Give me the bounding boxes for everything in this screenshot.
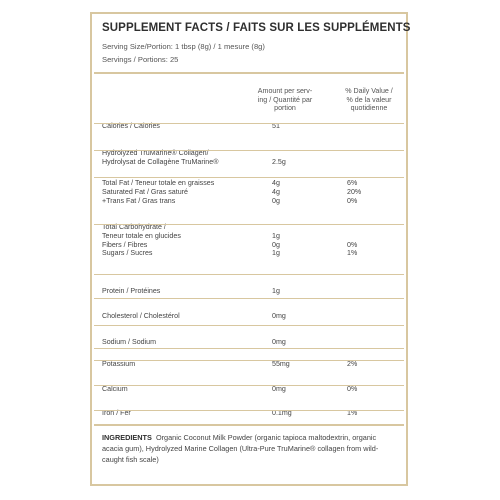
nutrient-amount: 1g	[272, 287, 280, 295]
nutrient-daily-value: 0%	[347, 196, 358, 205]
nutrient-amount: 1g	[272, 231, 280, 240]
ingredients-divider	[94, 424, 404, 426]
header-divider	[94, 72, 404, 74]
servings-per-container: Servings / Portions: 25	[102, 55, 179, 64]
nutrient-name: Calcium	[102, 385, 128, 393]
nutrient-daily-value: 2%	[347, 360, 358, 368]
nutrient-daily-value: 1%	[347, 409, 358, 417]
nutrient-daily-value: 6%	[347, 179, 358, 187]
serving-size: Serving Size/Portion: 1 tbsp (8g) / 1 mesure (8g)	[102, 42, 265, 51]
row-divider	[94, 360, 404, 361]
row-divider	[94, 385, 404, 386]
nutrient-name: Total Carbohydrate /	[102, 223, 166, 231]
nutrient-name: Cholesterol / Cholestérol	[102, 312, 180, 320]
nutrient-amount: 0g	[272, 196, 280, 205]
nutrient-amount: 2.5g	[272, 157, 286, 166]
nutrient-daily-value: 0%	[347, 385, 358, 393]
nutrient-name: Sugars / Sucres	[102, 249, 153, 258]
supplement-facts-panel	[90, 12, 411, 486]
row-divider	[94, 177, 404, 178]
row-divider	[94, 298, 404, 299]
nutrient-name: Calories / Calories	[102, 122, 160, 130]
nutrient-name: Fibers / Fibres	[102, 240, 148, 249]
nutrient-name: Sodium / Sodium	[102, 338, 157, 346]
row-divider	[94, 325, 404, 326]
row-divider	[94, 150, 404, 151]
nutrient-name: Potassium	[102, 360, 136, 368]
daily-value-header: % Daily Value / % de la valeur quotidienne	[345, 87, 393, 113]
nutrient-amount: 1g	[272, 249, 280, 258]
ingredients	[102, 433, 398, 465]
nutrient-name: +Trans Fat / Gras trans	[102, 196, 176, 205]
nutrient-amount: 55mg	[272, 360, 290, 368]
nutrient-daily-value: 20%	[347, 187, 362, 196]
row-divider	[94, 224, 404, 225]
nutrient-name: Teneur totale en glucides	[102, 231, 181, 240]
nutrient-amount: 4g	[272, 179, 280, 187]
row-divider	[94, 274, 404, 275]
nutrient-daily-value: 0%	[347, 240, 358, 249]
ingredients-text: Organic Coconut Milk Powder (organic tapioca maltodextrin, organic acacia gum), Hydrolyzed Marine Collagen (Ultra-Pure TruMarine® collagen from wild-caught fish scale)	[102, 433, 379, 464]
nutrient-amount: 0mg	[272, 312, 286, 320]
row-divider	[94, 123, 404, 124]
nutrient-name: Iron / Fer	[102, 409, 131, 417]
ingredients-label: INGREDIENTS	[102, 433, 152, 442]
amount-header: Amount per serv- ing / Quantité par portion	[257, 87, 313, 113]
nutrient-name: Hydrolysat de Collagène TruMarine®	[102, 157, 219, 166]
nutrient-amount: 4g	[272, 187, 280, 196]
nutrient-name: Protein / Protéines	[102, 287, 161, 295]
nutrient-daily-value: 1%	[347, 249, 358, 258]
panel-title: SUPPLEMENT FACTS / FAITS SUR LES SUPPLÉMENTS	[102, 22, 411, 34]
nutrient-amount: 0g	[272, 240, 280, 249]
row-divider	[94, 348, 404, 349]
nutrient-name: Hydrolyzed TruMarine® Collagen/	[102, 149, 209, 157]
nutrient-amount: 51	[272, 122, 280, 130]
nutrient-amount: 0mg	[272, 338, 286, 346]
nutrient-amount: 0.1mg	[272, 409, 292, 417]
nutrient-amount: 0mg	[272, 385, 286, 393]
nutrient-name: Total Fat / Teneur totale en graisses	[102, 179, 215, 187]
row-divider	[94, 410, 404, 411]
nutrient-name: Saturated Fat / Gras saturé	[102, 187, 188, 196]
